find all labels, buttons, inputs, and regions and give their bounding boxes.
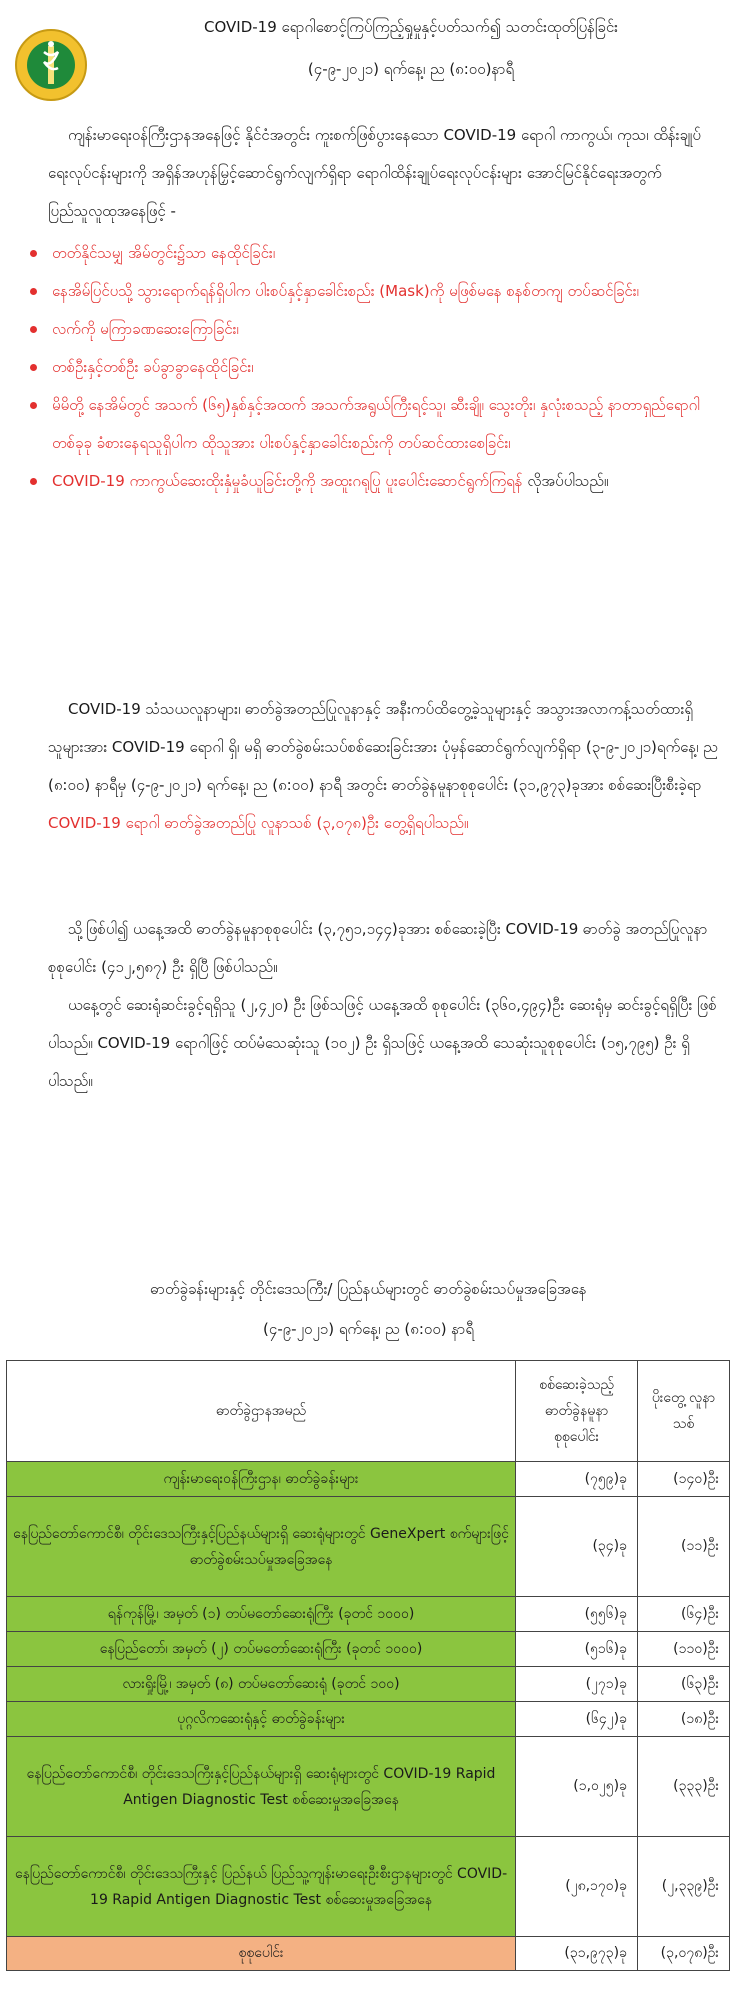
tests-count: (၂၇၁)ခု: [516, 1667, 638, 1702]
lab-name: နေပြည်တော်ကောင်စီ၊ တိုင်းဒေသကြီးနှင့်ပြည်နယ်များရှိ ဆေးရုံများတွင် COVID-19 Rapid Antigen Diagnostic Test စစ်ဆေးမှုအခြေအနေ: [7, 1737, 516, 1837]
table-row: [7, 1597, 730, 1632]
intro-paragraph: ကျန်းမာရေးဝန်ကြီးဌာနအနေဖြင့် နိုင်ငံအတွင်း ကူးစက်ဖြစ်ပွားနေသော COVID-19 ရောဂါ ကာကွယ်၊ ကုသ၊ ထိန်းချုပ်ရေးလုပ်ငန်းများကို အရှိန်အဟုန်မြှင့်ဆောင်ရွက်လျက်ရှိရာ ရောဂါထိန်းချုပ်ရေးလုပ်ငန်းများ အောင်မြင်နိုင်ရေးအတွက် ပြည်သူလူထုအနေဖြင့် -: [48, 126, 701, 220]
table-row: [7, 1737, 730, 1837]
testing-paragraph: [48, 690, 720, 842]
tests-count: (၅၁၆)ခု: [516, 1632, 638, 1667]
table-row: [7, 1667, 730, 1702]
tests-count: (၆၄၂)ခု: [516, 1702, 638, 1737]
positive-count: (၁၈)ဦး: [638, 1702, 730, 1737]
list-item-text: နေအိမ်ပြင်ပသို့ သွားရောက်ရန်ရှိပါက ပါးစပ်နှင့်နှာခေါင်းစည်း (Mask)ကို မဖြစ်မနေ စနစ်တကျ တပ်ဆင်ခြင်း၊: [52, 282, 639, 300]
lab-name: ရန်ကုန်မြို့၊ အမှတ် (၁) တပ်မတော်ဆေးရုံကြီး (ခုတင် ၁၀၀၀): [7, 1597, 516, 1632]
list-item-text: လက်ကို မကြာခဏဆေးကြောခြင်း၊: [52, 320, 239, 338]
list-item: [24, 310, 724, 348]
lab-name: ပုဂ္ဂလိကဆေးရုံနှင့် ဓာတ်ခွဲခန်းများ: [7, 1702, 516, 1737]
table-row: [7, 1837, 730, 1937]
list-item: [24, 386, 724, 462]
lab-name: နေပြည်တော်ကောင်စီ၊ တိုင်းဒေသကြီးနှင့်ပြည်နယ်များရှိ ဆေးရုံများတွင် GeneXpert စက်များဖြင့် ဓာတ်ခွဲစမ်းသပ်မှုအခြေအနေ: [7, 1497, 516, 1597]
tests-count: (၂၈,၁၇၀)ခု: [516, 1837, 638, 1937]
lab-name: နေပြည်တော်ကောင်စီ၊ တိုင်းဒေသကြီးနှင့် ပြည်နယ် ပြည်သူ့ကျန်းမာရေးဦးစီးဌာနများတွင် COVID-19 Rapid Antigen Diagnostic Test စစ်ဆေးမှုအခြေအနေ: [7, 1837, 516, 1937]
positive-count: (၁၁)ဦး: [638, 1497, 730, 1597]
guidance-list: [24, 234, 724, 500]
lab-testing-table: [6, 1360, 730, 1971]
list-item: [24, 348, 724, 386]
release-date: (၄-၉-၂၀၂၁) ရက်နေ့၊ ည (၈:၀၀)နာရီ: [307, 60, 515, 78]
list-item-suffix: လိုအပ်ပါသည်။: [522, 472, 609, 490]
table-header-row: [7, 1361, 730, 1462]
positive-count: (၂,၃၃၉)ဦး: [638, 1837, 730, 1937]
new-cases-highlight: COVID-19 ရောဂါ ဓာတ်ခွဲအတည်ပြု လူနာသစ် (၃,၀၇၈)ဦး တွေ့ရှိရပါသည်။: [48, 814, 469, 832]
list-item-text: တစ်ဦးနှင့်တစ်ဦး ခပ်ခွာခွာနေထိုင်ခြင်း၊: [52, 358, 254, 376]
testing-paragraph-text: COVID-19 သံသယလူနာများ၊ ဓာတ်ခွဲအတည်ပြုလူနာနှင့် အနီးကပ်ထိတွေ့ခဲ့သူများနှင့် အသွားအလာကန့်သတ်ထားရှိသူများအား COVID-19 ရောဂါ ရှိ၊ မရှိ ဓာတ်ခွဲစမ်းသပ်စစ်ဆေးခြင်းအား ပုံမှန်ဆောင်ရွက်လျက်ရှိရာ (၃-၉-၂၀၂၁)ရက်နေ့၊ ည (၈:၀၀) နာရီမှ (၄-၉-၂၀၂၁) ရက်နေ့၊ ည (၈:၀၀) နာရီ အတွင်း ဓာတ်ခွဲနမူနာစုစုပေါင်း (၃၁,၉၇၃)ခုအား စစ်ဆေးပြီးစီးခဲ့ရာ: [48, 700, 718, 794]
list-item-text: COVID-19 ကာကွယ်ဆေးထိုးနှံမှုခံယူခြင်းတို့ကို အထူးဂရုပြု ပူးပေါင်းဆောင်ရွက်ကြရန်: [52, 472, 523, 490]
total-label: စုစုပေါင်း: [7, 1937, 516, 1971]
lab-name: ကျန်းမာရေးဝန်ကြီးဌာန၊ ဓာတ်ခွဲခန်းများ: [7, 1462, 516, 1497]
positive-count: (၁၄၀)ဦး: [638, 1462, 730, 1497]
list-item-text: တတ်နိုင်သမျှ အိမ်တွင်း၌သာ နေထိုင်ခြင်း၊: [52, 244, 276, 262]
table-row: [7, 1497, 730, 1597]
lab-name: လားရှိုးမြို့၊ အမှတ် (၈) တပ်မတော်ဆေးရုံ (ခုတင် ၁၀၀): [7, 1667, 516, 1702]
header: [0, 0, 737, 120]
total-positive: (၃,၀၇၈)ဦး: [638, 1937, 730, 1971]
header-tests: စစ်ဆေးခဲ့သည့် ဓာတ်ခွဲနမူနာ စုစုပေါင်း: [516, 1361, 638, 1462]
tests-count: (၁,၀၂၅)ခု: [516, 1737, 638, 1837]
table-row: [7, 1702, 730, 1737]
table-row: [7, 1632, 730, 1667]
release-title: COVID-19 ရောဂါစောင့်ကြပ်ကြည့်ရှုမှုနှင့်ပတ်သက်၍ သတင်းထုတ်ပြန်ခြင်း: [204, 18, 618, 36]
list-item: [24, 272, 724, 310]
tests-count: (၅၅၆)ခု: [516, 1597, 638, 1632]
table-row: [7, 1462, 730, 1497]
list-item-text: မိမိတို့ နေအိမ်တွင် အသက် (၆၅)နှစ်နှင့်အထက် အသက်အရွယ်ကြီးရင့်သူ၊ ဆီးချို၊ သွေးတိုး၊ နှလုံးစသည့် နာတာရှည်ရောဂါတစ်ခုခု ခံစားနေရသူရှိပါက ထိုသူအား ပါးစပ်နှင့်နှာခေါင်းစည်းကို တပ်ဆင်ထားစေခြင်း၊: [52, 396, 700, 452]
positive-count: (၆၄)ဦး: [638, 1597, 730, 1632]
cumulative-paragraph: သို့ဖြစ်ပါ၍ ယနေ့အထိ ဓာတ်ခွဲနမူနာစုစုပေါင်း (၃,၇၅၁,၁၄၄)ခုအား စစ်ဆေးခဲ့ပြီး COVID-19 ဓာတ်ခွဲ အတည်ပြုလူနာ စုစုပေါင်း (၄၁၂,၅၈၇) ဦး ရှိပြီ ဖြစ်ပါသည်။: [48, 920, 708, 976]
table-title: ဓာတ်ခွဲခန်းများနှင့် တိုင်းဒေသကြီး/ ပြည်နယ်များတွင် ဓာတ်ခွဲစမ်းသပ်မှုအခြေအနေ: [150, 1280, 587, 1298]
positive-count: (၆၃)ဦး: [638, 1667, 730, 1702]
positive-count: (၃၃၃)ဦး: [638, 1737, 730, 1837]
lab-name: နေပြည်တော်၊ အမှတ် (၂) တပ်မတော်ဆေးရုံကြီး (ခုတင် ၁၀၀၀): [7, 1632, 516, 1667]
positive-count: (၁၁၀)ဦး: [638, 1632, 730, 1667]
tests-count: (၃၄)ခု: [516, 1497, 638, 1597]
recovery-deaths-paragraph: ယနေ့တွင် ဆေးရုံဆင်းခွင့်ရရှိသူ (၂,၄၂၀) ဦး ဖြစ်သဖြင့် ယနေ့အထိ စုစုပေါင်း (၃၆၀,၄၉၄)ဦး ဆေးရုံမှ ဆင်းခွင့်ရရှိပြီး ဖြစ်ပါသည်။ COVID-19 ရောဂါဖြင့် ထပ်မံသေဆုံးသူ (၁၀၂) ဦး ရှိသဖြင့် ယနေ့အထိ သေဆုံးသူစုစုပေါင်း (၁၅,၇၉၅) ဦး ရှိပါသည်။: [48, 996, 717, 1090]
list-item: [24, 462, 724, 500]
header-positive: ပိုးတွေ့ လူနာသစ်: [638, 1361, 730, 1462]
list-item: [24, 234, 724, 272]
tests-count: (၇၅၉)ခု: [516, 1462, 638, 1497]
header-lab-name: ဓာတ်ခွဲဌာနအမည်: [7, 1361, 516, 1462]
total-tests: (၃၁,၉၇၃)ခု: [516, 1937, 638, 1971]
table-total-row: [7, 1937, 730, 1971]
ministry-of-health-logo: [14, 28, 88, 102]
table-date: (၄-၉-၂၀၂၁) ရက်နေ့၊ ည (၈:၀၀) နာရီ: [263, 1320, 474, 1338]
